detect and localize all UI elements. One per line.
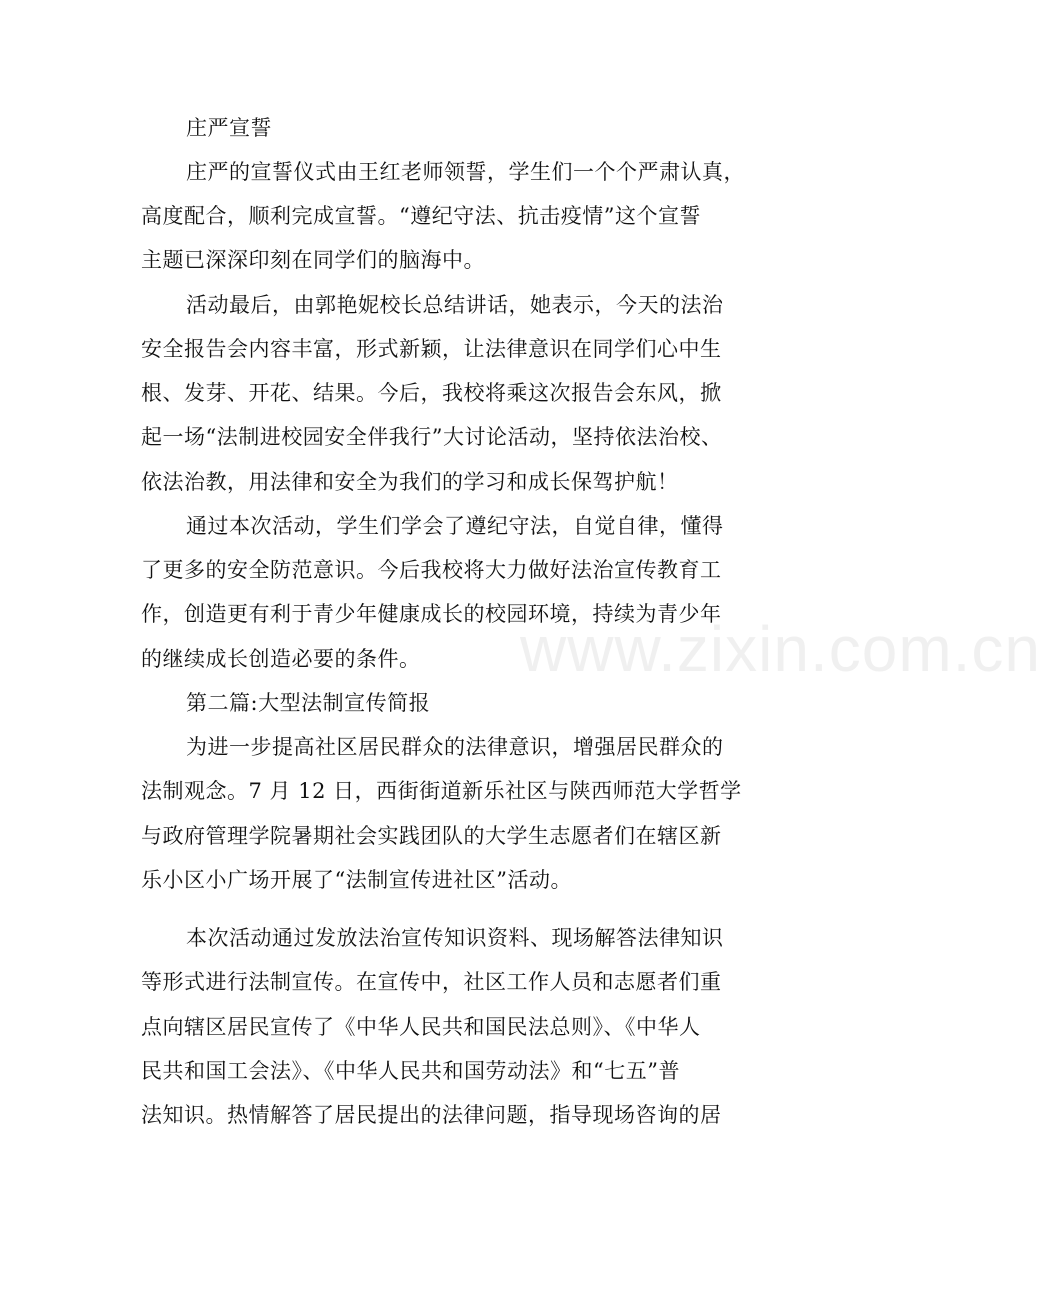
para-line: 活动最后，由郭艳妮校长总结讲话，她表示，今天的法治	[186, 293, 724, 317]
para-line: 高度配合，顺利完成宣誓。“遵纪守法、抗击疫情”这个宣誓	[141, 204, 701, 228]
para-line: 了更多的安全防范意识。今后我校将大力做好法治宣传教育工	[141, 558, 722, 582]
para-line: 庄严的宣誓仪式由王红老师领誓，学生们一个个严肃认真，	[186, 160, 745, 184]
para-line: 起一场“法制进校园安全伴我行”大讨论活动，坚持依法治校、	[141, 425, 723, 449]
para-line: 等形式进行法制宣传。在宣传中，社区工作人员和志愿者们重	[141, 970, 722, 994]
para-line: 民共和国工会法》、《中华人民共和国劳动法》和“七五”普	[141, 1059, 680, 1083]
para-line: 的继续成长创造必要的条件。	[141, 647, 421, 671]
para-line: 安全报告会内容丰富，形式新颖，让法律意识在同学们心中生	[141, 337, 722, 361]
para-line: 作，创造更有利于青少年健康成长的校园环境，持续为青少年	[141, 602, 722, 626]
para-line: 本次活动通过发放法治宣传知识资料、现场解答法律知识	[186, 926, 724, 950]
para-line: 为进一步提高社区居民群众的法律意识，增强居民群众的	[186, 735, 724, 759]
para-line: 依法治教，用法律和安全为我们的学习和成长保驾护航！	[141, 470, 679, 494]
para-line: 乐小区小广场开展了“法制宣传进社区”活动。	[141, 868, 572, 892]
para-line: 法知识。热情解答了居民提出的法律问题，指导现场咨询的居	[141, 1103, 722, 1127]
para-line: 与政府管理学院暑期社会实践团队的大学生志愿者们在辖区新	[141, 824, 722, 848]
heading-part2: 第二篇:大型法制宣传简报	[186, 691, 431, 715]
para-line: 根、发芽、开花、结果。今后，我校将乘这次报告会东风，掀	[141, 381, 722, 405]
para-line: 主题已深深印刻在同学们的脑海中。	[141, 248, 485, 272]
para-line: 法制观念。7 月 12 日，西街街道新乐社区与陕西师范大学哲学	[141, 779, 742, 803]
heading-oath: 庄严宣誓	[186, 116, 272, 140]
para-line: 点向辖区居民宣传了《中华人民共和国民法总则》、《中华人	[141, 1015, 701, 1039]
para-line: 通过本次活动，学生们学会了遵纪守法，自觉自律，懂得	[186, 514, 724, 538]
watermark: www.zixin.com.cn	[520, 613, 1041, 685]
